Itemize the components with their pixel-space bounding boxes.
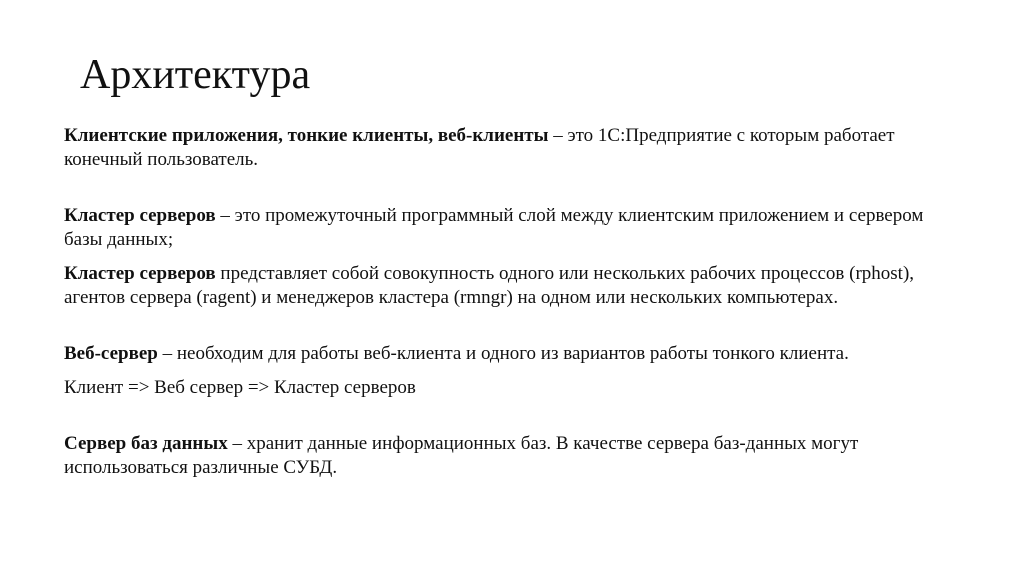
paragraph-clients [64, 124, 964, 172]
slide-body [64, 124, 964, 480]
term-db-server: Сервер баз данных [64, 433, 228, 454]
term-cluster-composition: Кластер серверов [64, 263, 216, 284]
paragraph-flow [64, 376, 964, 400]
term-cluster: Кластер серверов [64, 205, 216, 226]
desc-cluster: – это промежуточный программный слой между клиентским приложением и сервером базы данных; [64, 205, 924, 250]
desc-web-server: – необходим для работы веб-клиента и одного из вариантов работы тонкого клиента. [157, 343, 849, 364]
paragraph-cluster-definition [64, 204, 964, 252]
term-clients: Клиентские приложения, тонкие клиенты, веб-клиенты [64, 125, 549, 146]
desc-clients: – это 1С:Предприятие с которым работает конечный пользователь. [64, 125, 895, 170]
desc-cluster-composition: представляет собой совокупность одного или нескольких рабочих процессов (rphost), агентов сервера (ragent) и менеджеров кластера (rmngr) на одном или нескольких компьютерах. [64, 263, 915, 308]
desc-db-server: – хранит данные информационных баз. В качестве сервера баз-данных могут использоваться различные СУБД. [64, 433, 859, 478]
paragraph-cluster-composition [64, 262, 964, 310]
slide-title: Архитектура [80, 52, 311, 98]
flow-text: Клиент => Веб сервер => Кластер серверов [64, 377, 416, 398]
paragraph-db-server [64, 432, 964, 480]
term-web-server: Веб-сервер [64, 343, 158, 364]
paragraph-web-server [64, 342, 964, 366]
